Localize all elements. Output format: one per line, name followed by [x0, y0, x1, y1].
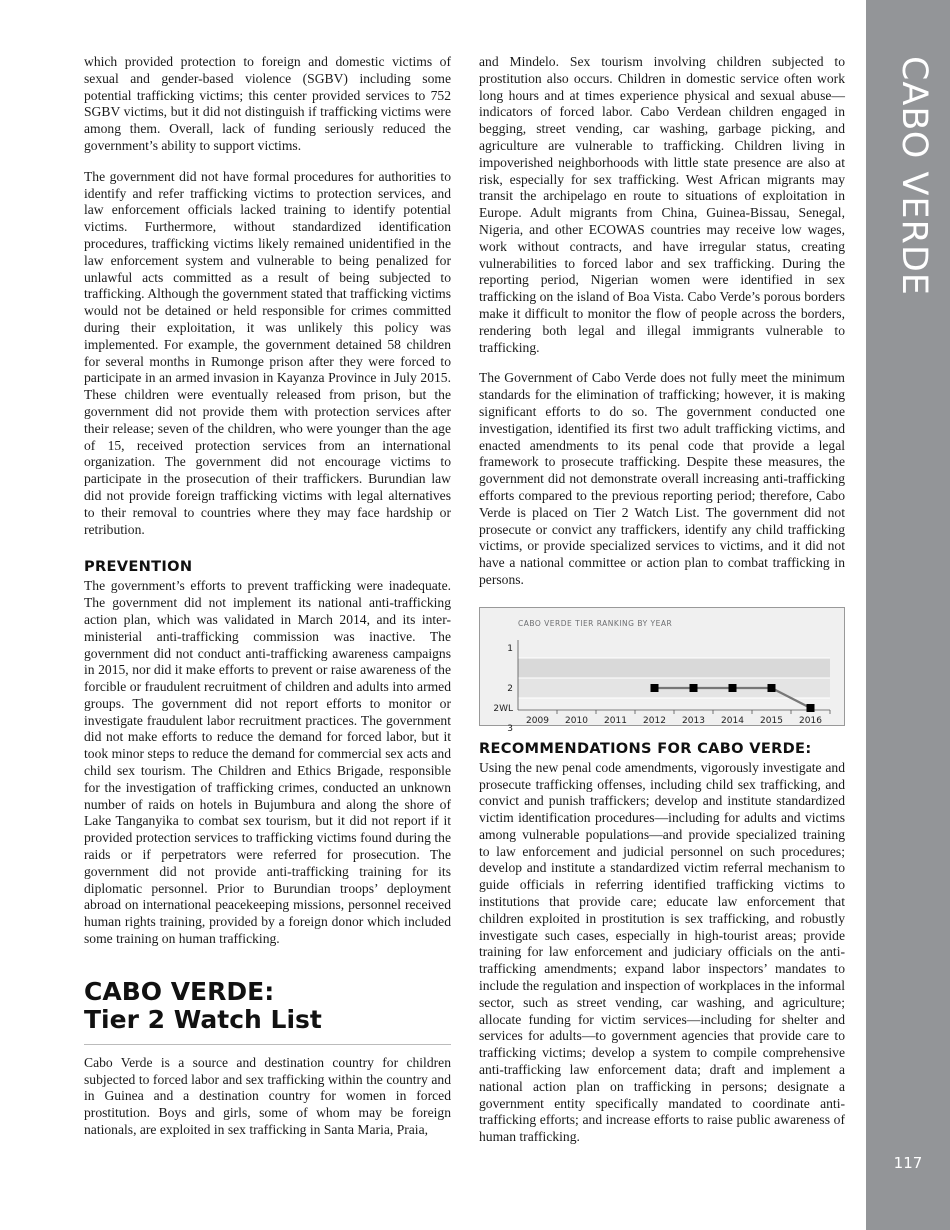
data-point — [807, 704, 815, 712]
x-tick-label: 2011 — [604, 715, 627, 726]
tier-ranking-chart — [479, 607, 845, 734]
band-tier-2 — [518, 658, 830, 678]
data-point — [768, 684, 776, 692]
country-sidebar — [866, 0, 950, 1230]
y-tick-label: 3 — [507, 723, 513, 734]
left-column — [84, 54, 451, 1153]
x-tick-label: 2012 — [643, 715, 666, 726]
x-tick-label: 2010 — [565, 715, 588, 726]
paragraph-victim-identification: The government did not have formal procedures for authorities to identify and refer trafficking victims to protection services, and law enforcement officials lacked training to identify potential victims. Furthermore, without standardized identification procedures, trafficking victims likely remained unidentified in the law enforcement system and vulnerable to being penalized for unlawful acts committed as a result of being subjected to trafficking. Although the government stated that trafficking victims would not be detained or held responsible for crimes committed during their exploitation, it was unlikely this policy was implemented. For example, the government detained 58 children for several months in Rumonge prison after they were forced to participate in an armed invasion in Kayanza Province in July 2015. These children were eventually released from prison, but the government did not provide them with protection services after their release; seven of the children, who were younger than the age of 15, received protection services from an international organization. The government did not encourage victims to participate in the prosecution of their traffickers. Burundian law did not provide foreign trafficking victims with legal alternatives to their removal to countries where they may face hardship or retribution. — [84, 168, 451, 537]
data-point — [651, 684, 659, 692]
data-point — [690, 684, 698, 692]
x-tick-label: 2013 — [682, 715, 705, 726]
paragraph-victim-protection-continued: which provided protection to foreign and domestic victims of sexual and gender-based violence (SGBV) including some potential trafficking victims; this center provided services to 752 SGBV victims, but it did not distinguish if trafficking victims were among them. Overall, lack of funding seriously reduced the government’s ability to support victims. — [84, 54, 451, 153]
x-tick-label: 2014 — [721, 715, 744, 726]
y-tick-label: 1 — [507, 643, 513, 654]
country-title-tier: Tier 2 Watch List — [84, 1004, 322, 1034]
page-number: 117 — [893, 1154, 923, 1172]
paragraph-government-assessment: The Government of Cabo Verde does not fully meet the minimum standards for the elimination of trafficking; however, it is making significant efforts to do so. The government conducted one investigation, identified its first two adult trafficking victims, and enacted amendments to its penal code that provide a legal framework to prosecute trafficking. Despite these measures, the government did not demonstrate overall increasing anti-trafficking efforts compared to the previous reporting period; therefore, Cabo Verde is placed on Tier 2 Watch List. The government did not prosecute or convict any traffickers, identify any child trafficking victims, or provide specialized services to victims, and it did not have a national committee or action plan to combat trafficking in persons. — [479, 370, 845, 587]
right-column — [479, 54, 845, 1146]
x-tick-label: 2016 — [799, 715, 822, 726]
paragraph-prevention: The government’s efforts to prevent trafficking were inadequate. The government did not implement its national anti-trafficking action plan, which was validated in March 2014, and its inter-ministerial anti-trafficking commission was inactive. The government did not conduct anti-trafficking awareness campaigns in 2015, nor did it make efforts to prevent or raise awareness of the forcible or fraudulent recruitment of children and adults into armed groups. The government did not report efforts to monitor or investigate fraudulent labor recruitment practices. The government did not make efforts to reduce the demand for forced labor, but it took minor steps to reduce the demand for commercial sex acts and child sex tourism. The Children and Ethics Brigade, responsible for the investigation of trafficking crimes, conducted an unknown number of raids on hotels in Bujumbura and along the shore of Lake Tanganyika to combat sex tourism, but it did not report if it provided protection services to trafficking victims found during the raids or if perpetrators were referred for prosecution. The government did not provide anti-trafficking training for its diplomatic personnel. Prior to Burundian troops’ deployment abroad on international peacekeeping missions, personnel received human rights training, provided by a foreign donor which included some training on human trafficking. — [84, 578, 451, 947]
prevention-heading: PREVENTION — [84, 558, 193, 576]
recommendations-heading: RECOMMENDATIONS FOR CABO VERDE: — [479, 739, 812, 757]
tier-ranking-chart-svg — [480, 608, 846, 734]
paragraph-recommendations: Using the new penal code amendments, vigorously investigate and prosecute trafficking offenses, including child sex trafficking, and convict and punish traffickers; develop and institute standardized victim identification procedures—including for adults and victims among vulnerable populations—and provide specialized training to law enforcement and judicial personnel on such procedures; develop and institute a standardized victim referral mechanism to guide officials in referring identified trafficking victims to institutions that provide care; educate law enforcement that children exploited in prostitution is sex trafficking, and robustly investigate such cases, especially in high-tourist areas; provide training for law enforcement and judiciary officials on the anti-trafficking amendments; expand labor inspectors’ mandates to include the regulation and inspection of workplaces in the informal sector, such as street vending, car washing, and agriculture; allocate funding for victim services—including for shelter and services for adults—to government agencies that provide care to trafficking victims; develop a system to compile comprehensive anti-trafficking law enforcement data; draft and implement a national action plan on trafficking in persons; designate a government entity specifically mandated to coordinate anti-trafficking efforts; and increase efforts to raise public awareness of human trafficking. — [479, 759, 845, 1145]
data-point — [729, 684, 737, 692]
country-title-name: CABO VERDE: — [84, 976, 275, 1006]
y-tick-label: 2 — [507, 683, 513, 694]
paragraph-country-intro-continued: and Mindelo. Sex tourism involving children subjected to prostitution also occurs. Children in domestic service often work long hours and at times experience physical and sexual abuse—indicators of forced labor. Cabo Verdean children engaged in begging, street vending, car washing, garbage picking, and agriculture are vulnerable to trafficking. Children living in impoverished neighborhoods with little state presence are also at risk, especially for sex trafficking. West African migrants may transit the archipelago en route to situations of exploitation in Europe. Adult migrants from China, Guinea-Bissau, Senegal, Nigeria, and other ECOWAS countries may receive low wages, work without contracts, and have irregular status, creating vulnerabilities to forced labor and sex trafficking. During the reporting period, Nigerian women were identified in sex trafficking on the island of Boa Vista. Cabo Verde’s porous borders make it difficult to monitor the flow of people across the borders, rendering both legal and illegal immigrants vulnerable to trafficking. — [479, 54, 845, 355]
chart-title: CABO VERDE TIER RANKING BY YEAR — [518, 618, 673, 628]
sidebar-country-title: CABO VERDE — [894, 56, 934, 296]
x-tick-label: 2009 — [526, 715, 549, 726]
country-title — [84, 978, 451, 1045]
y-tick-label: 2WL — [493, 703, 513, 714]
x-tick-label: 2015 — [760, 715, 783, 726]
paragraph-country-intro: Cabo Verde is a source and destination country for children subjected to forced labor and sex trafficking within the country and in Guinea and a destination country for women in forced prostitution. Boys and girls, some of whom may be foreign nationals, are exploited in sex trafficking in Santa Maria, Praia, — [84, 1054, 451, 1138]
